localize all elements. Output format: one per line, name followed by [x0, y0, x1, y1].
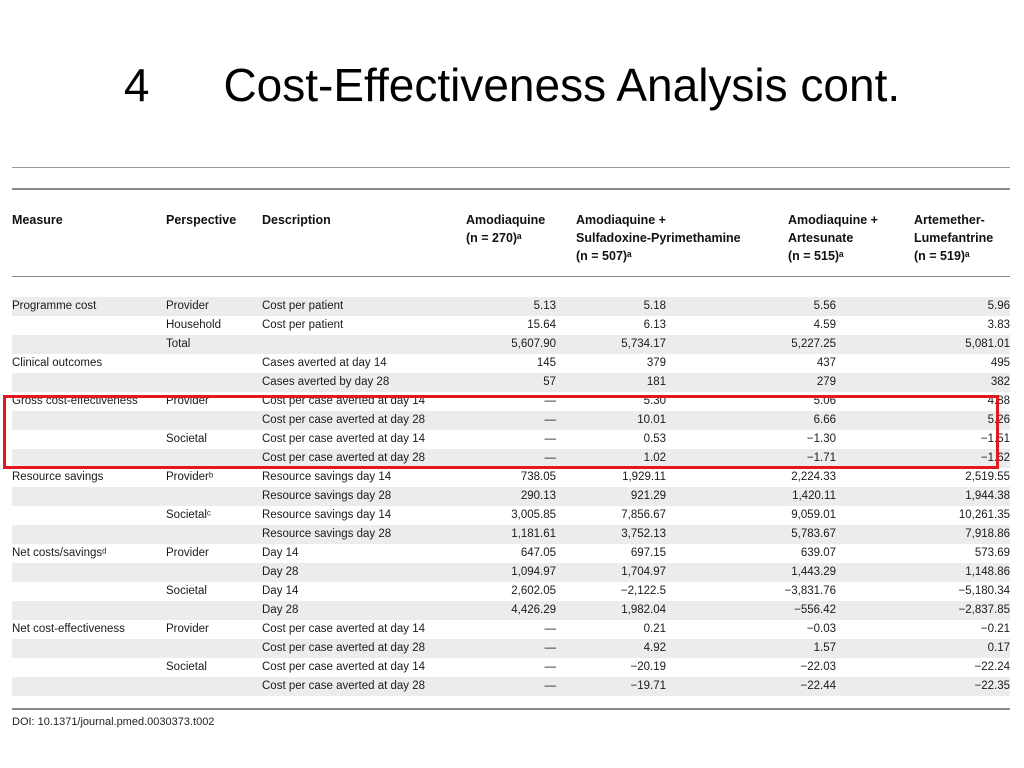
cell-amodiaquine: — [466, 639, 556, 658]
table-row [12, 316, 1010, 335]
cell-artemether-lumefantrine: 382 [836, 373, 1010, 392]
cell-amodiaquine-as: 6.66 [666, 411, 836, 430]
header-artemether-lumefantrine: Artemether- Lumefantrine (n = 519)ᵃ [914, 213, 994, 263]
cell-perspective [166, 354, 262, 373]
cell-amodiaquine: 145 [536, 357, 556, 369]
cell-description: Resource savings day 28 [262, 525, 466, 544]
cell-description: Cost per case averted at day 28 [262, 411, 466, 430]
cell-amodiaquine-as: 1,420.11 [666, 487, 836, 506]
cell-perspective [166, 411, 262, 430]
cell-amodiaquine: 3,005.85 [511, 509, 556, 521]
cell-amodiaquine: 1,094.97 [466, 563, 556, 582]
cell-amodiaquine-as: 279 [666, 373, 836, 392]
cell-amodiaquine-as: 1,443.29 [666, 563, 836, 582]
cell-artemether-lumefantrine: 5,081.01 [836, 335, 1010, 354]
cell-description: Cost per patient [262, 319, 344, 331]
cell-description: Cases averted at day 14 [262, 357, 387, 369]
cell-amodiaquine: — [466, 677, 556, 696]
cell-description: Cost per case averted at day 14 [262, 433, 426, 445]
cell-perspective: Societal [166, 433, 207, 445]
table-row [12, 525, 1010, 544]
cell-perspective: Societalᶜ [166, 509, 211, 521]
cell-measure: Net costs/savingsᵈ [12, 547, 107, 559]
header-perspective: Perspective [166, 213, 237, 227]
cell-amodiaquine-as: 5,783.67 [666, 525, 836, 544]
table-row [12, 297, 1010, 316]
cell-artemether-lumefantrine: −22.24 [974, 661, 1010, 673]
cell-amodiaquine: — [544, 395, 556, 407]
cell-description: Cost per case averted at day 14 [262, 395, 426, 407]
cell-perspective: Total [166, 335, 262, 354]
cell-perspective [166, 525, 262, 544]
cell-amodiaquine-sp: 0.21 [643, 623, 666, 635]
cell-measure [12, 487, 166, 506]
cell-amodiaquine: 15.64 [527, 319, 556, 331]
cell-amodiaquine-sp: −19.71 [556, 677, 666, 696]
cell-amodiaquine-sp: 1,929.11 [622, 471, 666, 483]
cell-measure: Gross cost-effectiveness [12, 395, 138, 407]
cell-measure [12, 601, 166, 620]
table-row [12, 449, 1010, 468]
cost-effectiveness-table [12, 297, 1010, 696]
cell-perspective: Provider [166, 297, 262, 316]
cell-amodiaquine-sp: 1.02 [556, 449, 666, 468]
slide-title [0, 59, 1024, 111]
cell-measure [12, 449, 166, 468]
cell-amodiaquine: 2,602.05 [511, 585, 556, 597]
cell-amodiaquine-as: 5.56 [666, 297, 836, 316]
cell-artemether-lumefantrine: −1.51 [980, 433, 1010, 445]
cell-artemether-lumefantrine: −0.21 [980, 623, 1010, 635]
cell-artemether-lumefantrine: −2,837.85 [836, 601, 1010, 620]
cell-amodiaquine-sp: 181 [556, 373, 666, 392]
table-row [12, 563, 1010, 582]
cell-perspective [166, 601, 262, 620]
cell-artemether-lumefantrine: −5,180.34 [958, 585, 1010, 597]
cell-measure [12, 563, 166, 582]
table-row [12, 658, 1010, 677]
cell-amodiaquine-sp: −2,122.5 [620, 585, 666, 597]
table-top-rule [12, 188, 1010, 190]
cell-amodiaquine: — [544, 661, 556, 673]
cell-amodiaquine: 4,426.29 [466, 601, 556, 620]
cell-perspective: Providerᵇ [166, 471, 214, 483]
cell-artemether-lumefantrine: 10,261.35 [958, 509, 1010, 521]
cell-amodiaquine: 647.05 [520, 547, 556, 559]
cell-perspective: Provider [166, 547, 209, 559]
cell-amodiaquine-as: −1.71 [666, 449, 836, 468]
cell-perspective [166, 449, 262, 468]
cell-amodiaquine-as: 5.06 [813, 395, 836, 407]
top-divider [12, 167, 1010, 168]
cell-amodiaquine-sp: 0.53 [643, 433, 666, 445]
cell-amodiaquine: — [466, 411, 556, 430]
cell-artemether-lumefantrine: 0.17 [836, 639, 1010, 658]
table-row [12, 677, 1010, 696]
cell-description: Resource savings day 28 [262, 487, 466, 506]
cell-perspective [166, 563, 262, 582]
cell-artemether-lumefantrine: 495 [990, 357, 1010, 369]
cell-measure [12, 639, 166, 658]
cell-measure [12, 335, 166, 354]
cell-measure [12, 677, 166, 696]
cell-description: Cost per case averted at day 28 [262, 449, 466, 468]
table-row [12, 639, 1010, 658]
cell-amodiaquine-sp: 1,704.97 [556, 563, 666, 582]
cell-amodiaquine-as: −3,831.76 [784, 585, 836, 597]
table-bottom-rule [12, 708, 1010, 710]
cell-artemether-lumefantrine: −22.35 [836, 677, 1010, 696]
cell-measure: Programme cost [12, 297, 166, 316]
table-row [12, 468, 1010, 487]
cell-artemether-lumefantrine: 7,918.86 [836, 525, 1010, 544]
table-row [12, 582, 1010, 601]
cell-measure [12, 658, 166, 677]
cell-amodiaquine: 5,607.90 [466, 335, 556, 354]
cell-amodiaquine: 738.05 [520, 471, 556, 483]
cell-amodiaquine-sp: 5.30 [643, 395, 666, 407]
cell-measure [12, 316, 166, 335]
header-amodiaquine-as: Amodiaquine + Artesunate (n = 515)ᵃ [788, 213, 878, 263]
table-row [12, 620, 1010, 639]
cell-amodiaquine-sp: 4.92 [556, 639, 666, 658]
cell-amodiaquine-sp: 921.29 [556, 487, 666, 506]
cell-measure [12, 582, 166, 601]
cell-amodiaquine: — [544, 623, 556, 635]
cell-amodiaquine-sp: 379 [646, 357, 666, 369]
cell-amodiaquine-as: −556.42 [666, 601, 836, 620]
header-amodiaquine-sp: Amodiaquine + Sulfadoxine-Pyrimethamine (n = 507)ᵃ [576, 213, 741, 263]
cell-description: Cost per case averted at day 28 [262, 639, 466, 658]
cell-description: Cost per case averted at day 14 [262, 661, 426, 673]
cell-perspective: Household [166, 319, 221, 331]
cell-perspective [166, 639, 262, 658]
table-row [12, 601, 1010, 620]
cell-description: Cost per case averted at day 28 [262, 677, 466, 696]
cell-artemether-lumefantrine: 1,944.38 [836, 487, 1010, 506]
cell-perspective [166, 373, 262, 392]
cell-description [262, 335, 466, 354]
cell-measure [12, 373, 166, 392]
cell-amodiaquine-sp: 10.01 [556, 411, 666, 430]
table-body [12, 297, 1010, 696]
cell-description: Cost per case averted at day 14 [262, 623, 426, 635]
cell-description: Resource savings day 14 [262, 509, 392, 521]
cell-measure: Resource savings [12, 471, 104, 483]
cell-artemether-lumefantrine: 3.83 [987, 319, 1010, 331]
cell-amodiaquine-as: −0.03 [806, 623, 836, 635]
cell-amodiaquine-as: 437 [816, 357, 836, 369]
cell-perspective [166, 487, 262, 506]
cell-description: Day 28 [262, 601, 466, 620]
cell-artemether-lumefantrine: 1,148.86 [836, 563, 1010, 582]
cell-amodiaquine: — [466, 449, 556, 468]
cell-artemether-lumefantrine: 4.88 [987, 395, 1010, 407]
header-description: Description [262, 213, 331, 227]
cell-description: Day 14 [262, 585, 299, 597]
cell-artemether-lumefantrine: 5.96 [836, 297, 1010, 316]
cell-amodiaquine-as: 9,059.01 [791, 509, 836, 521]
cell-perspective: Societal [166, 661, 207, 673]
table-row [12, 411, 1010, 430]
cell-amodiaquine: 290.13 [466, 487, 556, 506]
cell-description: Day 14 [262, 547, 299, 559]
cell-amodiaquine: 5.13 [466, 297, 556, 316]
cell-amodiaquine-as: 639.07 [800, 547, 836, 559]
cell-measure [12, 430, 166, 449]
cell-artemether-lumefantrine: 2,519.55 [965, 471, 1010, 483]
cell-amodiaquine-sp: 5,734.17 [556, 335, 666, 354]
cell-measure: Clinical outcomes [12, 357, 103, 369]
cell-amodiaquine-sp: 7,856.67 [621, 509, 666, 521]
cell-amodiaquine-as: 1.57 [666, 639, 836, 658]
slide-title-text: Cost-Effectiveness Analysis cont. [223, 59, 901, 111]
cell-description: Resource savings day 14 [262, 471, 392, 483]
cell-amodiaquine-sp: 3,752.13 [556, 525, 666, 544]
table-row [12, 544, 1010, 563]
table-row [12, 354, 1010, 373]
cell-amodiaquine-sp: 697.15 [630, 547, 666, 559]
cell-amodiaquine-as: −22.44 [666, 677, 836, 696]
cell-perspective: Societal [166, 585, 207, 597]
table-row [12, 430, 1010, 449]
cell-amodiaquine: — [544, 433, 556, 445]
cell-artemether-lumefantrine: 5.26 [836, 411, 1010, 430]
cell-measure: Net cost-effectiveness [12, 623, 125, 635]
cell-description: Day 28 [262, 563, 466, 582]
header-rule [12, 276, 1010, 277]
table-row [12, 392, 1010, 411]
table-row [12, 335, 1010, 354]
doi-caption: DOI: 10.1371/journal.pmed.0030373.t002 [12, 716, 215, 728]
cell-amodiaquine-as: 2,224.33 [791, 471, 836, 483]
cell-amodiaquine-sp: 6.13 [643, 319, 666, 331]
cell-amodiaquine-as: 5,227.25 [666, 335, 836, 354]
cell-measure [12, 411, 166, 430]
cell-amodiaquine-sp: 5.18 [556, 297, 666, 316]
cell-artemether-lumefantrine: 573.69 [974, 547, 1010, 559]
cell-amodiaquine: 57 [466, 373, 556, 392]
cell-artemether-lumefantrine: −1.62 [836, 449, 1010, 468]
table-row [12, 487, 1010, 506]
cell-description: Cases averted by day 28 [262, 373, 466, 392]
cell-amodiaquine-as: −22.03 [800, 661, 836, 673]
cell-description: Cost per patient [262, 297, 466, 316]
cell-amodiaquine-sp: 1,982.04 [556, 601, 666, 620]
cell-measure [12, 506, 166, 525]
header-measure: Measure [12, 213, 63, 227]
cell-perspective: Provider [166, 395, 209, 407]
cell-perspective: Provider [166, 623, 209, 635]
cell-amodiaquine-as: −1.30 [806, 433, 836, 445]
table-row [12, 506, 1010, 525]
cell-amodiaquine: 1,181.61 [466, 525, 556, 544]
cell-perspective [166, 677, 262, 696]
cell-amodiaquine-as: 4.59 [813, 319, 836, 331]
cell-amodiaquine-sp: −20.19 [630, 661, 666, 673]
table-row [12, 373, 1010, 392]
cell-measure [12, 525, 166, 544]
header-amodiaquine: Amodiaquine (n = 270)ᵃ [466, 213, 546, 245]
slide-number: 4 [123, 59, 150, 111]
